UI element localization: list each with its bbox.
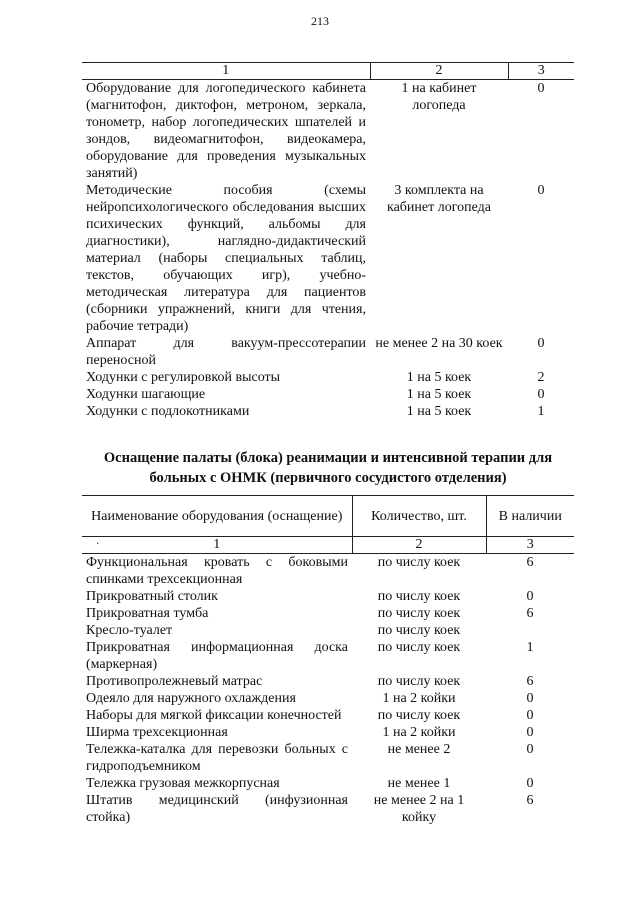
item-quantity: 1 на 5 коек [406,387,472,402]
item-available: 0 [526,708,534,723]
table-row [82,622,574,639]
item-quantity: по числу коек [377,623,461,638]
column-numbers-row [82,537,574,554]
item-available: 1 [537,404,545,419]
item-quantity: 1 на 2 койки [382,725,456,740]
item-quantity: по числу коек [377,606,461,621]
header-qty: Количество, шт. [352,496,486,537]
item-name: Функциональная кровать с боковыми спинками трехсекционная [86,555,348,587]
table-row [82,182,574,335]
table-row [82,639,574,673]
item-quantity: 1 на 5 коек [406,404,472,419]
table-row [82,554,574,589]
table-row [82,403,574,420]
item-name: Кресло-туалет [86,623,173,638]
item-name: Прикроватная тумба [86,606,209,621]
item-available [486,622,574,639]
item-name: Прикроватная информационная доска (маркерная) [86,640,348,672]
item-quantity: по числу коек [377,674,461,689]
icu-equipment-table [82,495,574,826]
item-name: Наборы для мягкой фиксации конечностей [86,708,342,723]
table-row [82,707,574,724]
col-number-1: 1 [82,63,370,80]
item-available: 6 [526,793,534,808]
col-number-2: 2 [370,63,508,80]
item-quantity: по числу коек [377,589,461,604]
table-row [82,588,574,605]
table-row [82,724,574,741]
table-row [82,741,574,775]
item-name: Одеяло для наружного охлаждения [86,691,296,706]
item-quantity: 1 на кабинет логопеда [401,81,477,113]
table-row [82,605,574,622]
item-quantity: по числу коек [377,555,461,570]
table-row [82,80,574,183]
col-number-2: 2 [352,537,486,554]
table-row [82,775,574,792]
item-name: Ходунки с подлокотниками [86,404,250,419]
item-quantity: не менее 2 на 30 коек [375,336,503,351]
col-number-3: 3 [508,63,574,80]
item-quantity: 3 комплекта на кабинет логопеда [387,183,491,215]
table-row [82,690,574,707]
item-quantity: 1 на 2 койки [382,691,456,706]
item-name: Штатив медицинский (инфузионная стойка) [86,793,348,825]
item-quantity: не менее 2 [387,742,451,757]
table-row [82,369,574,386]
item-quantity: по числу коек [377,640,461,655]
table-row [82,673,574,690]
item-available: 6 [526,555,534,570]
item-available: 0 [526,725,534,740]
item-available: 6 [526,674,534,689]
item-name: Методические пособия (схемы нейропсихологического обследования высших психических функций, альбомы для диагностики), наглядно-дидактический материал (наборы специальных таблиц, текстов, обучающих игр), учебно-методическая литература для пациентов (сборники упражнений, книги для чтения, рабочие тетради) [86,183,366,334]
item-available: 6 [526,606,534,621]
item-quantity: не менее 1 [387,776,451,791]
table-row [82,792,574,826]
item-quantity: 1 на 5 коек [406,370,472,385]
col-number-1: 1 [213,537,221,552]
item-name: Оборудование для логопедического кабинета (магнитофон, диктофон, метроном, зеркала, тонометр, набор логопедических шпателей и зондов, видеомагнитофон, видеокамера, оборудование для проведения музыкальных занятий) [86,81,366,181]
table-row [82,335,574,369]
item-available: 0 [526,776,534,791]
header-name: Наименование оборудования (оснащение) [82,496,352,537]
item-name: Аппарат для вакуум-прессотерапии переносной [86,336,366,368]
section-title: Оснащение палаты (блока) реанимации и интенсивной терапии для больных с ОНМК (первичного сосудистого отделения) [103,450,553,486]
table-header-row [82,496,574,537]
item-name: Ширма трехсекционная [86,725,228,740]
item-name: Тележка-каталка для перевозки больных с гидроподъемником [86,742,348,774]
item-quantity: по числу коек [377,708,461,723]
item-available: 0 [526,589,534,604]
item-quantity: не менее 2 на 1 койку [373,793,465,825]
item-name: Ходунки с регулировкой высоты [86,370,281,385]
item-available: 2 [537,370,545,385]
item-available: 1 [526,640,534,655]
stray-mark: · [96,539,100,550]
header-avail: В наличии [486,496,574,537]
table-row [82,386,574,403]
item-available: 0 [526,742,534,757]
page-number: 213 [311,14,329,28]
item-name: Ходунки шагающие [86,387,206,402]
equipment-table-continued [82,62,574,420]
item-name: Тележка грузовая межкорпусная [86,776,280,791]
item-available: 0 [537,81,545,96]
item-name: Прикроватный столик [86,589,218,604]
col-number-3: 3 [486,537,574,554]
item-available: 0 [537,336,545,351]
item-available: 0 [537,387,545,402]
item-available: 0 [537,183,545,198]
column-numbers-row [82,63,574,80]
item-name: Противопролежневый матрас [86,674,263,689]
item-available: 0 [526,691,534,706]
